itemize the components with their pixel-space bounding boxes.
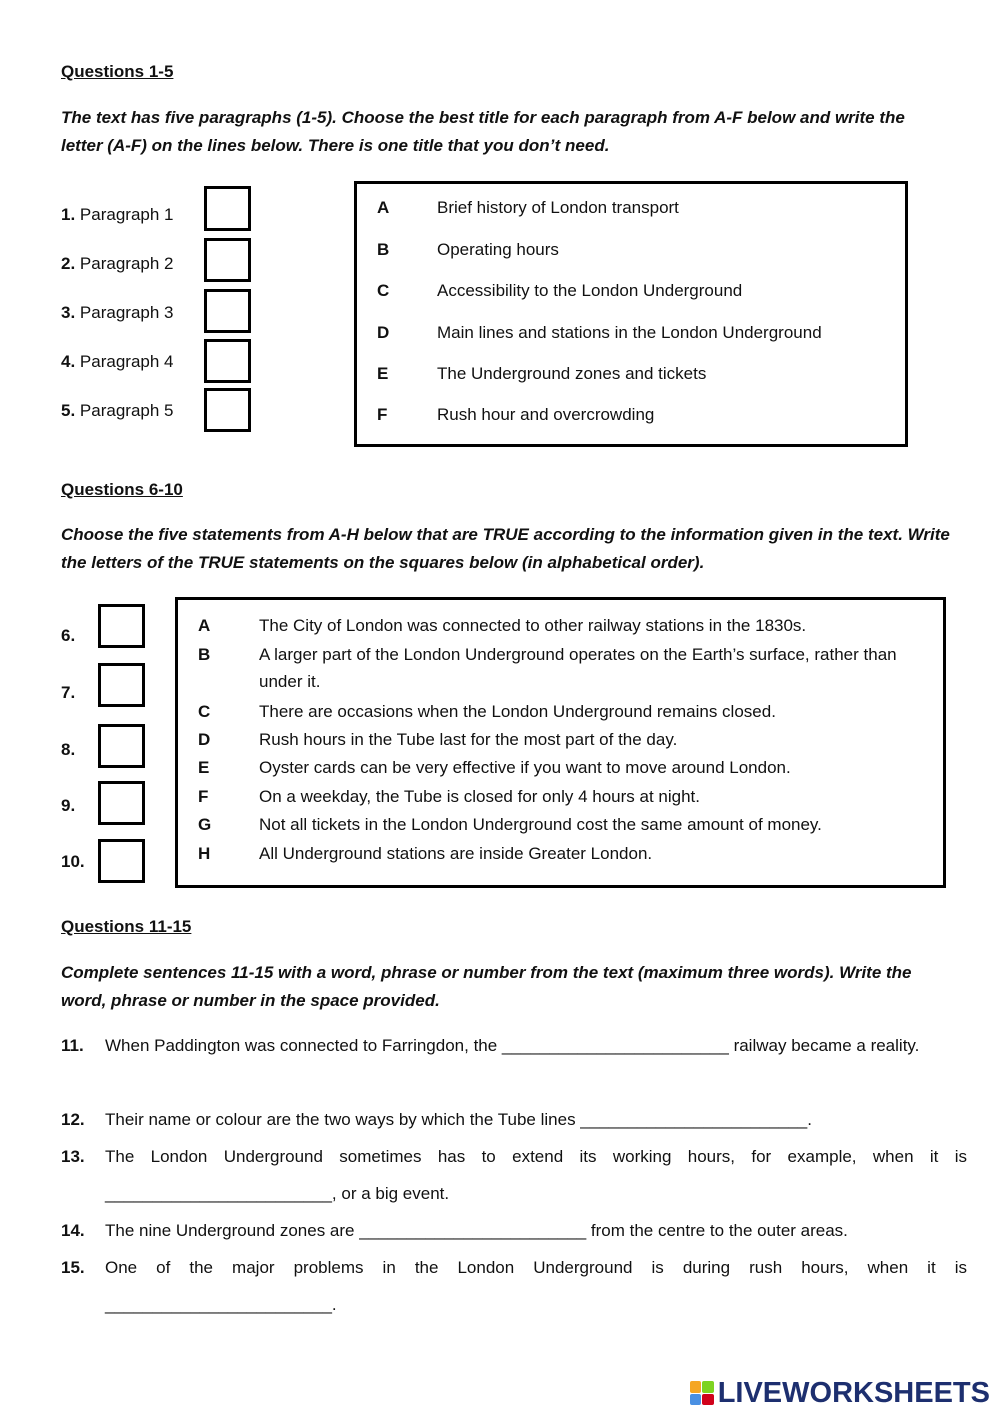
blank-14[interactable]: ________________________ (359, 1221, 587, 1240)
blank-12[interactable]: ________________________ (580, 1110, 808, 1129)
blank-13[interactable]: ________________________ (105, 1184, 332, 1203)
answer-box-2[interactable] (204, 238, 251, 282)
sentence-15: 15. One of the major problems in the London Underground is during rush hours, when it is ________________________. (61, 1258, 967, 1314)
question-6-label: 6. (61, 626, 76, 645)
answer-box-5[interactable] (204, 388, 251, 432)
section1-instruction: The text has five paragraphs (1-5). Choose the best title for each paragraph from A-F below and write the letter (A-F) on the lines below. There is one title that you don’t need. (61, 108, 905, 155)
paragraph-titles-box: A Brief history of London transport B Operating hours C Accessibility to the London Underground D Main lines and stations in the London Underground E The Underground zones and tickets F Rush hour and overcrowding (354, 181, 908, 447)
answer-box-1[interactable] (204, 186, 251, 231)
question-10-label: 10. (61, 852, 85, 871)
question-9-label: 9. (61, 796, 76, 815)
section3-instruction: Complete sentences 11-15 with a word, phrase or number from the text (maximum three words). Write the word, phrase or number in the space provided. (61, 963, 912, 1010)
answer-box-3[interactable] (204, 289, 251, 333)
answer-box-8[interactable] (98, 724, 145, 768)
blank-11[interactable]: ________________________ (501, 1036, 729, 1055)
question-4-label: 4. Paragraph 4 (61, 352, 174, 371)
answer-box-7[interactable] (98, 663, 145, 707)
sentence-11: 11. When Paddington was connected to Farringdon, the ________________________ railway became a reality. (61, 1036, 920, 1055)
liveworksheets-logo (690, 1376, 990, 1410)
question-8-label: 8. (61, 740, 76, 759)
question-3-label: 3. Paragraph 3 (61, 303, 174, 322)
answer-box-4[interactable] (204, 339, 251, 383)
question-1-label: 1. Paragraph 1 (61, 205, 174, 224)
sentence-13: 13. The London Underground sometimes has to extend its working hours, for example, when it is ________________________, or a big event. (61, 1147, 967, 1203)
answer-box-9[interactable] (98, 781, 145, 825)
section1-heading: Questions 1-5 (61, 62, 174, 81)
question-2-label: 2. Paragraph 2 (61, 254, 174, 273)
blank-15[interactable]: ________________________ (105, 1295, 332, 1314)
section2-heading: Questions 6-10 (61, 480, 183, 499)
liveworksheets-logo-icon (690, 1381, 714, 1405)
liveworksheets-logo-text: LIVEWORKSHEETS (717, 1376, 990, 1409)
answer-box-6[interactable] (98, 604, 145, 648)
section2-instruction: Choose the five statements from A-H below that are TRUE according to the information given in the text. Write the letters of the TRUE statements on the squares below (in alphabetical order). (61, 525, 950, 572)
sentence-14: 14. The nine Underground zones are ________________________ from the centre to the outer areas. (61, 1221, 848, 1240)
sentence-12: 12. Their name or colour are the two ways by which the Tube lines ________________________. (61, 1110, 812, 1129)
question-5-label: 5. Paragraph 5 (61, 401, 174, 420)
statements-box: A The City of London was connected to other railway stations in the 1830s. B A larger part of the London Underground operates on the Earth’s surface, rather than under it. C There are occasions when the London Underground remains closed. D Rush hours in the Tube last for the most part of the day. E Oyster cards can be very effective if you want to move around London. F On a weekday, the Tube is closed for only 4 hours at night. G Not all tickets in the London Underground cost the same amount of money. H All Underground stations are inside Greater London. (175, 597, 946, 888)
question-7-label: 7. (61, 683, 76, 702)
section3-heading: Questions 11-15 (61, 917, 192, 936)
answer-box-10[interactable] (98, 839, 145, 883)
